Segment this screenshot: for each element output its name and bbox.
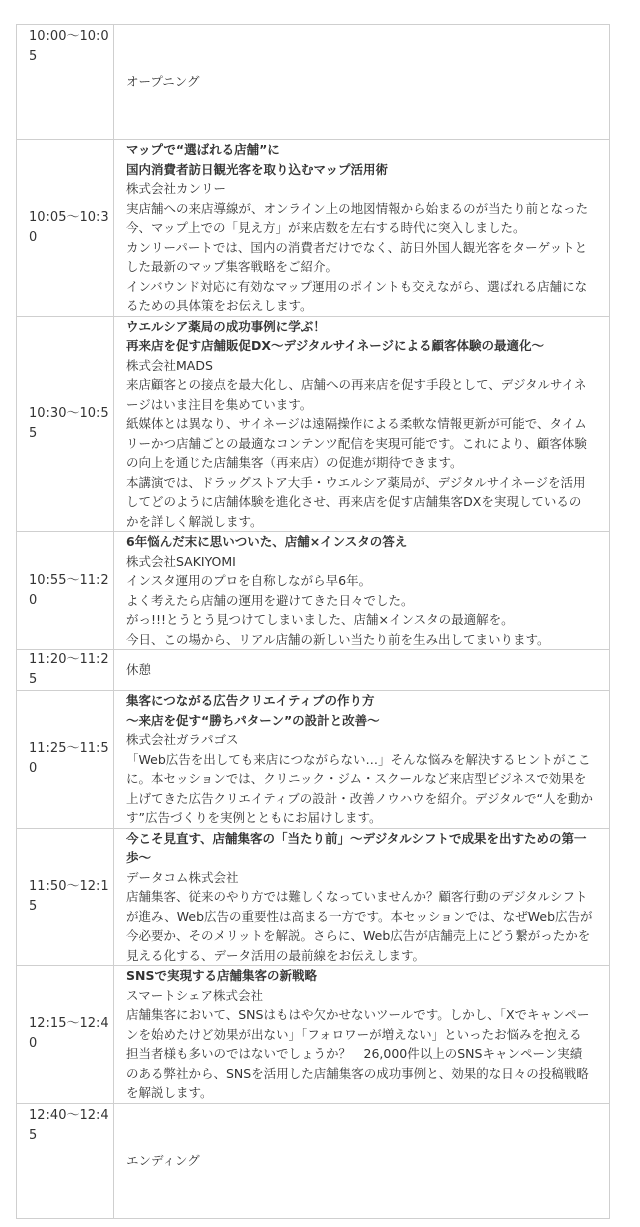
session-description	[126, 571, 593, 649]
time-cell: 11:25〜11:50	[17, 691, 114, 829]
time-cell: 10:05〜10:30	[17, 140, 114, 317]
description-paragraph: 実店舗への来店導線が、オンライン上の地図情報から始まるのが当たり前となった今、マップ上での「見え方」が来店数を左右する時代に突入しました。	[126, 200, 589, 235]
company-name: スマートシェア株式会社	[126, 987, 264, 1003]
session-cell	[114, 1103, 610, 1218]
description-paragraph: インスタ運用のプロを自称しながら早6年。	[126, 573, 372, 588]
table-row	[17, 828, 610, 966]
time-cell: 10:00〜10:05	[17, 25, 114, 140]
session-description	[126, 750, 593, 828]
session-title: 〜来店を促す“勝ちパターン”の設計と改善〜	[126, 712, 380, 728]
session-title: SNSで実現する店舗集客の新戦略	[126, 968, 317, 983]
table-row	[17, 691, 610, 829]
description-paragraph: 来店顧客との接点を最大化し、店舗への再来店を促す手段として、デジタルサイネージはいま注目を集めています。	[126, 377, 587, 412]
session-cell	[114, 966, 610, 1104]
table-row	[17, 316, 610, 532]
session-cell	[114, 25, 610, 140]
session-title: 6年悩んだ末に思いついた、店舗×インスタの答え	[126, 534, 408, 549]
table-row	[17, 650, 610, 691]
company-name: データコム株式会社	[126, 869, 239, 885]
session-cell	[114, 691, 610, 829]
description-paragraph: 今日、この場から、リアル店舗の新しい当たり前を生み出してまいります。	[126, 631, 550, 647]
table-row	[17, 1103, 610, 1218]
table-row	[17, 532, 610, 650]
time-cell: 12:40〜12:45	[17, 1103, 114, 1218]
table-row	[17, 966, 610, 1104]
session-title: ウエルシア薬局の成功事例に学ぶ！	[126, 318, 326, 334]
description-paragraph: インバウンド対応に有効なマップ運用のポイントも交えながら、選ばれる店舗になるための具体策をお伝えします。	[126, 278, 588, 313]
table-row	[17, 140, 610, 317]
description-paragraph: がっ!!!とうとう見つけてしまいました、店舗×インスタの最適解を。	[126, 612, 514, 627]
session-title: マップで“選ばれる店舗”に	[126, 142, 280, 157]
time-cell: 11:20〜11:25	[17, 650, 114, 691]
description-paragraph: 店舗集客において、SNSはもはや欠かせないツールです。しかし、「Xでキャンペーンを始めたけど効果が出ない」「フォロワーが増えない」といったお悩みを抱える担当者様も多いのではないでしょうか？ 26,000件以上のSNSキャンペーン実績のある弊社から、SNSを活用した店舗集客の成功事例と、効果的な日々の投稿戦略を解説します。	[126, 1007, 590, 1100]
description-paragraph: 「Web広告を出しても来店につながらない…」そんな悩みを解決するヒントがここに。本セッションでは、クリニック・ジム・スクールなど来店型ビジネスで効果を上げてきた広告クリエイティブの設計・改善ノウハウを紹介。デジタルで“人を動かす”広告づくりを実例とともにお届けします。	[126, 751, 593, 825]
description-paragraph: 本講演では、ドラッグストア大手・ウエルシア薬局が、デジタルサイネージを活用してどのように店舗体験を進化させ、再来店を促す店舗集客DXを実現しているのかを詳しく解説します。	[126, 474, 586, 529]
session-title: 今こそ見直す、店舗集客の「当たり前」〜デジタルシフトで成果を出すための第一歩〜	[126, 830, 587, 865]
session-description	[126, 1005, 593, 1103]
time-cell: 12:15〜12:40	[17, 966, 114, 1104]
time-cell: 10:55〜11:20	[17, 532, 114, 650]
session-cell	[114, 650, 610, 691]
company-name: 株式会社ガラパゴス	[126, 732, 239, 747]
session-label: エンディング	[126, 1152, 200, 1168]
schedule-table	[16, 24, 610, 1219]
time-cell: 10:30〜10:55	[17, 316, 114, 532]
session-description	[126, 887, 593, 965]
company-name: 株式会社SAKIYOMI	[126, 553, 236, 569]
description-paragraph: 店舗集客、従来のやり方では難しくなっていませんか？顧客行動のデジタルシフトが進み、Web広告の重要性は高まる一方です。本セッションでは、なぜWeb広告が今必要か、そのメリットを解説。さらに、Web広告が店舗売上にどう繋がったかを見える化する、データ活用の最前線をお伝えします。	[126, 889, 593, 963]
session-label: 休憩	[126, 662, 152, 678]
session-description	[126, 199, 593, 316]
session-title: 再来店を促す店舗販促DX〜デジタルサイネージによる顧客体験の最適化〜	[126, 338, 545, 353]
description-paragraph: カンリーパートでは、国内の消費者だけでなく、訪日外国人観光客をターゲットとした最新のマップ集客戦略をご紹介。	[126, 239, 588, 274]
session-title: 集客につながる広告クリエイティブの作り方	[126, 693, 375, 708]
session-cell	[114, 140, 610, 317]
table-row	[17, 25, 610, 140]
session-description	[126, 375, 593, 531]
time-cell: 11:50〜12:15	[17, 828, 114, 966]
session-cell	[114, 828, 610, 966]
company-name: 株式会社MADS	[126, 357, 213, 373]
company-name: 株式会社カンリー	[126, 181, 227, 196]
session-title: 国内消費者訪日観光客を取り込むマップ活用術	[126, 161, 389, 177]
description-paragraph: よく考えたら店舗の運用を避けてきた日々でした。	[126, 592, 414, 608]
description-paragraph: 紙媒体とは異なり、サイネージは遠隔操作による柔軟な情報更新が可能で、タイムリーかつ店舗ごとの最適なコンテンツ配信を実現可能です。これにより、顧客体験の向上を通じた店舗集客（再来店）の促進が期待できます。	[126, 416, 587, 470]
session-cell	[114, 532, 610, 650]
session-label: オープニング	[126, 74, 200, 90]
session-cell	[114, 316, 610, 532]
